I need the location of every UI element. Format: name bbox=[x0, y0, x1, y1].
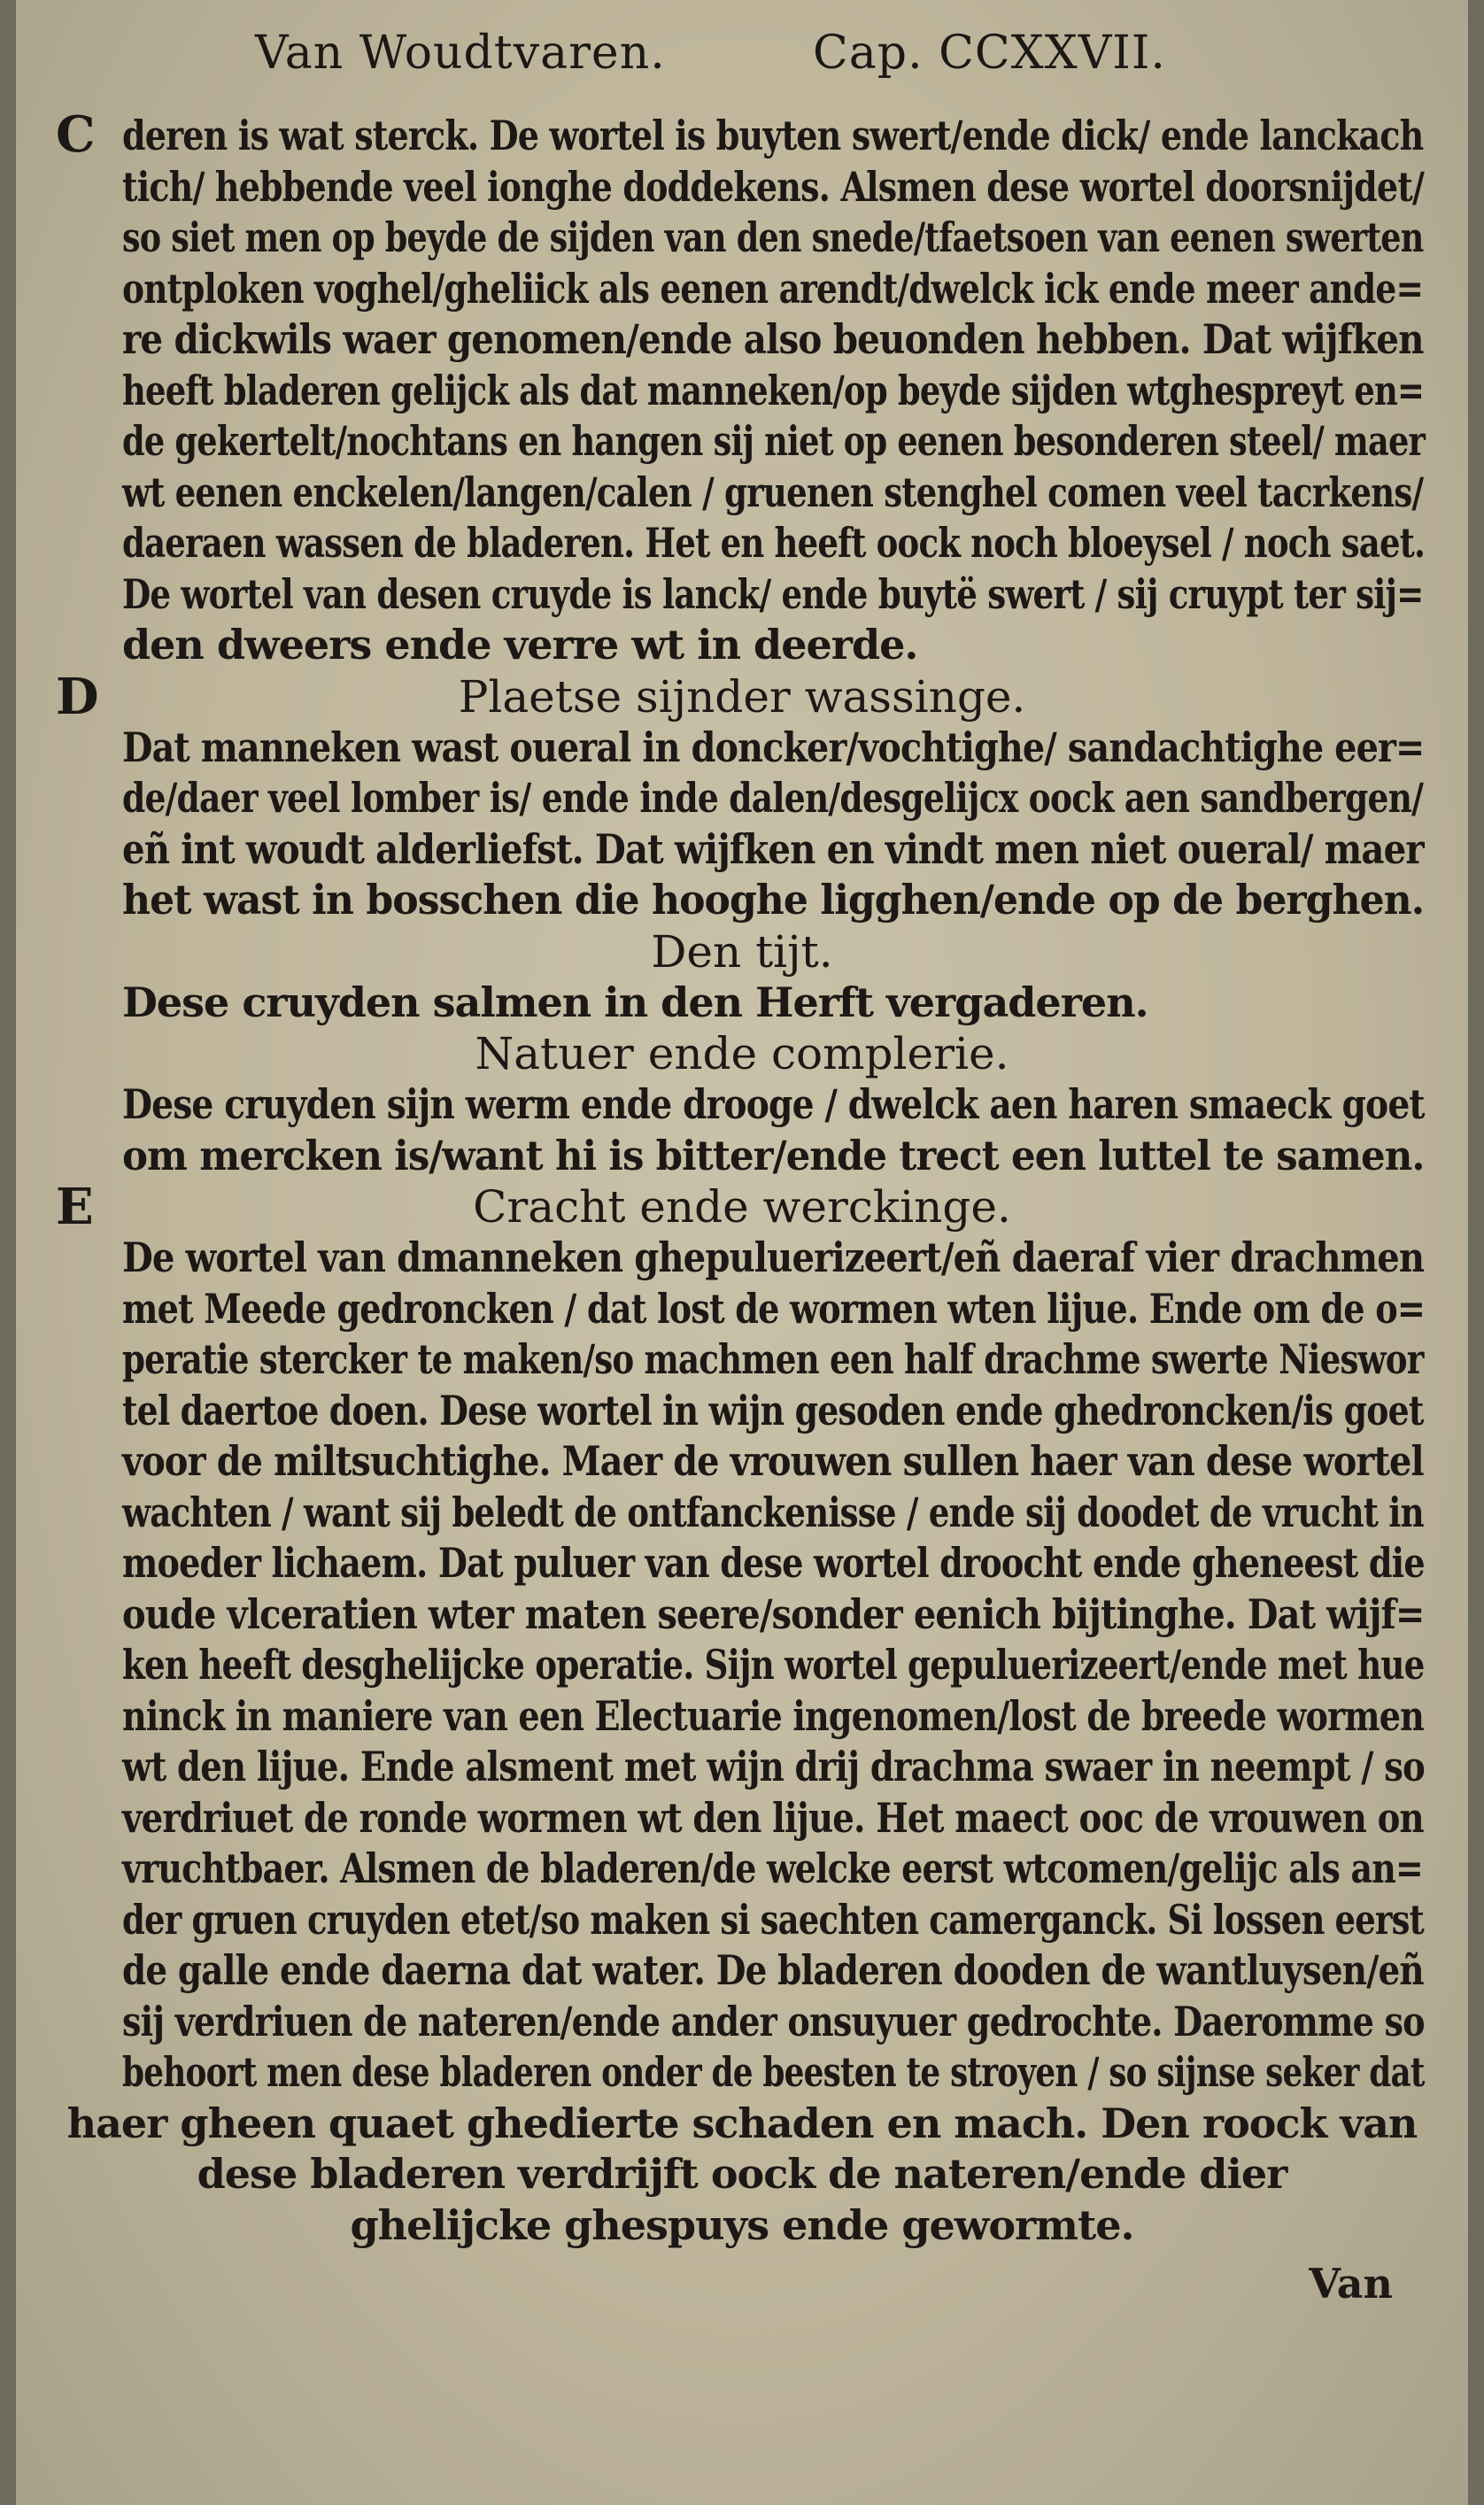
text-line: voor de miltsuchtighe. Maer de vrouwen sullen haer van dese wortel bbox=[122, 1437, 1424, 1485]
text-line: heeft bladeren gelijck als dat manneken/op beyde sijden wtghespreyt en= bbox=[122, 366, 1425, 414]
text-line: re dickwils waer genomen/ende also beuonden hebben. Dat wijfken bbox=[122, 315, 1424, 363]
section-heading: Natuer ende complerie. bbox=[475, 1028, 1009, 1079]
text-line: vruchtbaer. Alsmen de bladeren/de welcke eerst wtcomen/gelijc als an= bbox=[122, 1844, 1423, 1892]
text-line: oude vlceratien wter maten seere/sonder eenich bijtinghe. Dat wijf= bbox=[122, 1589, 1425, 1638]
text-line: Dese cruyden salmen in den Herft vergaderen. bbox=[122, 978, 1148, 1026]
text-line: wt eenen enckelen/langen/calen / gruenen stenghel comen veel tacrkens/ bbox=[122, 468, 1424, 516]
text-line: peratie stercker te maken/so machmen een half drachme swerte Nieswor bbox=[122, 1335, 1424, 1383]
text-line: deren is wat sterck. De wortel is buyten swert/ende dick/ ende lanckach bbox=[122, 112, 1424, 159]
text-line: dese bladeren verdrijft oock de nateren/ende dier bbox=[197, 2150, 1287, 2198]
book-page bbox=[16, 0, 1468, 2505]
section-heading: Den tijt. bbox=[651, 925, 833, 978]
text-line: der gruen cruyden etet/so maken si saechten camerganck. Si lossen eerst bbox=[122, 1895, 1424, 1944]
text-line: wachten / want sij beledt de ontfanckenisse / ende sij doodet de vrucht in bbox=[122, 1488, 1424, 1536]
text-line: wt den lijue. Ende alsment met wijn drij drachma swaer in neempt / so bbox=[122, 1743, 1425, 1790]
text-line: ghelijcke ghespuys ende gewormte. bbox=[350, 2200, 1134, 2249]
text-line: het wast in bosschen die hooghe ligghen/ende op de berghen. bbox=[122, 876, 1425, 924]
text-line: eñ int woudt alderliefst. Dat wijfken en vindt men niet oueral/ maer bbox=[122, 824, 1424, 873]
text-line: den dweers ende verre wt in deerde. bbox=[122, 621, 918, 669]
margin-letter: C bbox=[56, 105, 96, 164]
running-head-right: Cap. CCXXVII. bbox=[813, 27, 1166, 80]
text-line: De wortel van dmanneken ghepuluerizeert/eñ daeraf vier drachmen bbox=[122, 1233, 1425, 1281]
text-line: met Meede gedroncken / dat lost de wormen wten lijue. Ende om de o= bbox=[122, 1284, 1425, 1333]
text-line: so siet men op beyde de sijden van den snede/tfaetsoen van eenen swerten bbox=[122, 213, 1424, 261]
text-line: de galle ende daerna dat water. De bladeren dooden de wantluysen/eñ bbox=[122, 1946, 1424, 1994]
text-line: verdriuet de ronde wormen wt den lijue. Het maect ooc de vrouwen on bbox=[122, 1793, 1424, 1842]
text-line: De wortel van desen cruyde is lanck/ ende buytë swert / sij cruypt ter sij= bbox=[122, 569, 1424, 618]
section-heading: Plaetse sijnder wassinge. bbox=[458, 670, 1026, 723]
text-line: haer gheen quaet ghedierte schaden en mach. Den roock van bbox=[66, 2099, 1418, 2147]
catchword: Van bbox=[1309, 2260, 1393, 2308]
margin-letter: E bbox=[56, 1178, 94, 1236]
text-line: ken heeft desghelijcke operatie. Sijn wortel gepuluerizeert/ende met hue bbox=[122, 1641, 1425, 1689]
text-line: om mercken is/want hi is bitter/ende trect een luttel te samen. bbox=[122, 1131, 1425, 1179]
text-line: ontploken voghel/gheliick als eenen arendt/dwelck ick ende meer ande= bbox=[122, 264, 1424, 313]
text-line: behoort men dese bladeren onder de beesten te stroyen / so sijnse seker dat bbox=[122, 2048, 1425, 2096]
text-line: moeder lichaem. Dat puluer van dese wortel droocht ende gheneest die bbox=[122, 1539, 1425, 1587]
text-line: de gekertelt/nochtans en hangen sij niet op eenen besonderen steel/ maer bbox=[122, 417, 1426, 465]
running-head-left: Van Woudtvaren. bbox=[255, 27, 666, 80]
text-line: tel daertoe doen. Dese wortel in wijn gesoden ende ghedroncken/is goet bbox=[122, 1386, 1424, 1434]
text-line: ninck in maniere van een Electuarie ingenomen/lost de breede wormen bbox=[122, 1691, 1424, 1740]
text-line: tich/ hebbende veel ionghe doddekens. Alsmen dese wortel doorsnijdet/ bbox=[122, 162, 1425, 211]
section-heading: Cracht ende werckinge. bbox=[473, 1181, 1011, 1233]
text-line: sij verdriuen de nateren/ende ander onsuyuer gedrochte. Daeromme so bbox=[122, 1997, 1425, 2045]
text-line: Dat manneken wast oueral in doncker/vochtighe/ sandachtighe eer= bbox=[122, 723, 1425, 771]
text-line: Dese cruyden sijn werm ende drooge / dwelck aen haren smaeck goet bbox=[122, 1080, 1425, 1128]
margin-letter: D bbox=[56, 667, 99, 726]
text-line: daeraen wassen de bladeren. Het en heeft oock noch bloeysel / noch saet. bbox=[122, 519, 1426, 567]
text-line: de/daer veel lomber is/ ende inde dalen/desgelijcx oock aen sandbergen/ bbox=[122, 774, 1424, 822]
